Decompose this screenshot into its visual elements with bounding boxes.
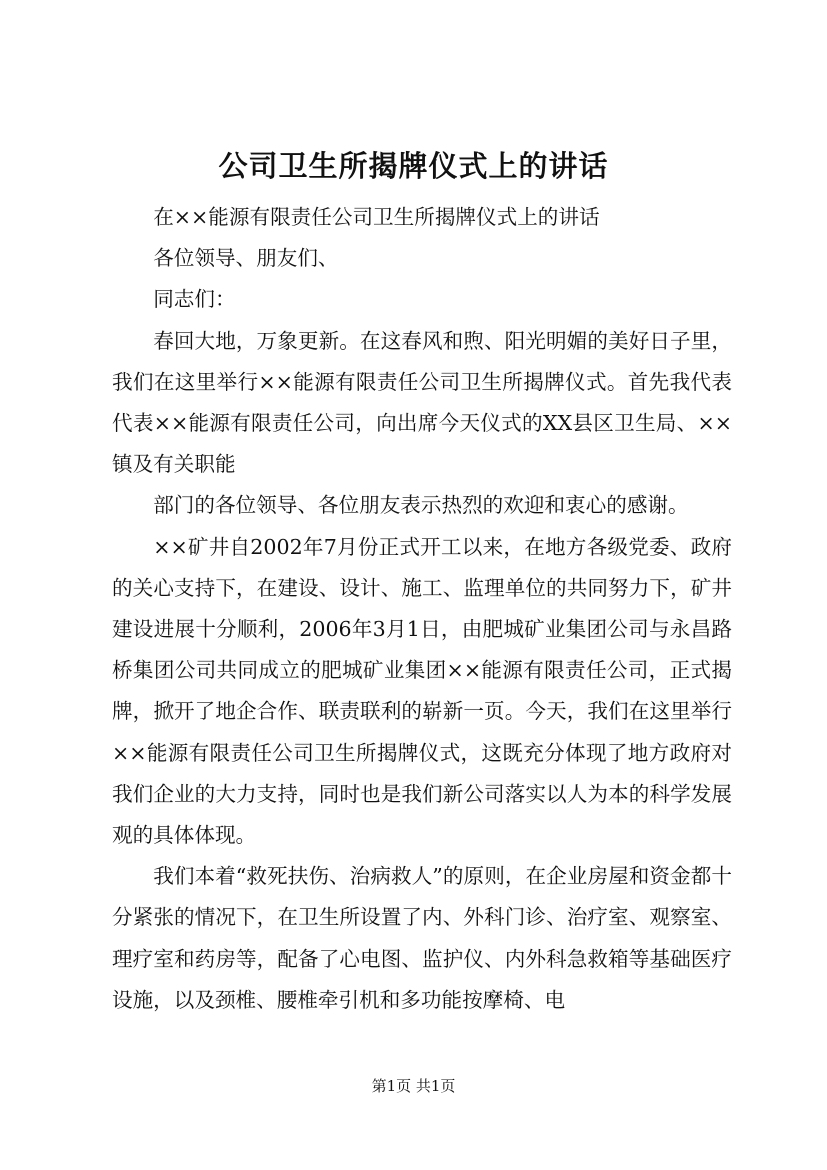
paragraph-salutation-2: 同志们：: [153, 287, 236, 312]
paragraph-heading-line: 在××能源有限责任公司卫生所揭牌仪式上的讲话: [153, 205, 600, 229]
paragraph-history: ××矿井自2002年7月份正式开工以来，在地方各级党委、政府的关心支持下，在建设、设计、施工、监理单位的共同努力下，矿井建设进展十分顺利，2006年3月1日，由肥城矿业集团公司与永昌路桥集团公司共同成立的肥城矿业集团××能源有限责任公司，正式揭牌，掀开了地企合作、联责联利的崭新一页。今天，我们在这里举行××能源有限责任公司卫生所揭牌仪式，这既充分体现了地方政府对我们企业的大力支持，同时也是我们新公司落实以人为本的科学发展观的具体体现。: [112, 534, 732, 848]
paragraph-salutation-1: 各位领导、朋友们、: [153, 246, 339, 271]
page-footer: 第1页 共1页: [371, 1077, 456, 1095]
document-body: [112, 197, 732, 1021]
paragraph-facilities: 我们本着“救死扶伤、治病救人”的原则，在企业房屋和资金都十分紧张的情况下，在卫生所设置了内、外科门诊、治疗室、观察室、理疗室和药房等，配备了心电图、监护仪、内外科急救箱等基础医疗设施，以及颈椎、腰椎牵引机和多功能按摩椅、电: [112, 864, 732, 1012]
paragraph-opening: 春回大地，万象更新。在这春风和煦、阳光明媚的美好日子里，我们在这里举行××能源有限责任公司卫生所揭牌仪式。首先我代表代表××能源有限责任公司，向出席今天仪式的XX县区卫生局、××镇及有关职能: [112, 328, 732, 477]
paragraph-thanks: 部门的各位领导、各位朋友表示热烈的欢迎和衷心的感谢。: [153, 493, 689, 518]
page-title: 公司卫生所揭牌仪式上的讲话: [218, 149, 609, 183]
